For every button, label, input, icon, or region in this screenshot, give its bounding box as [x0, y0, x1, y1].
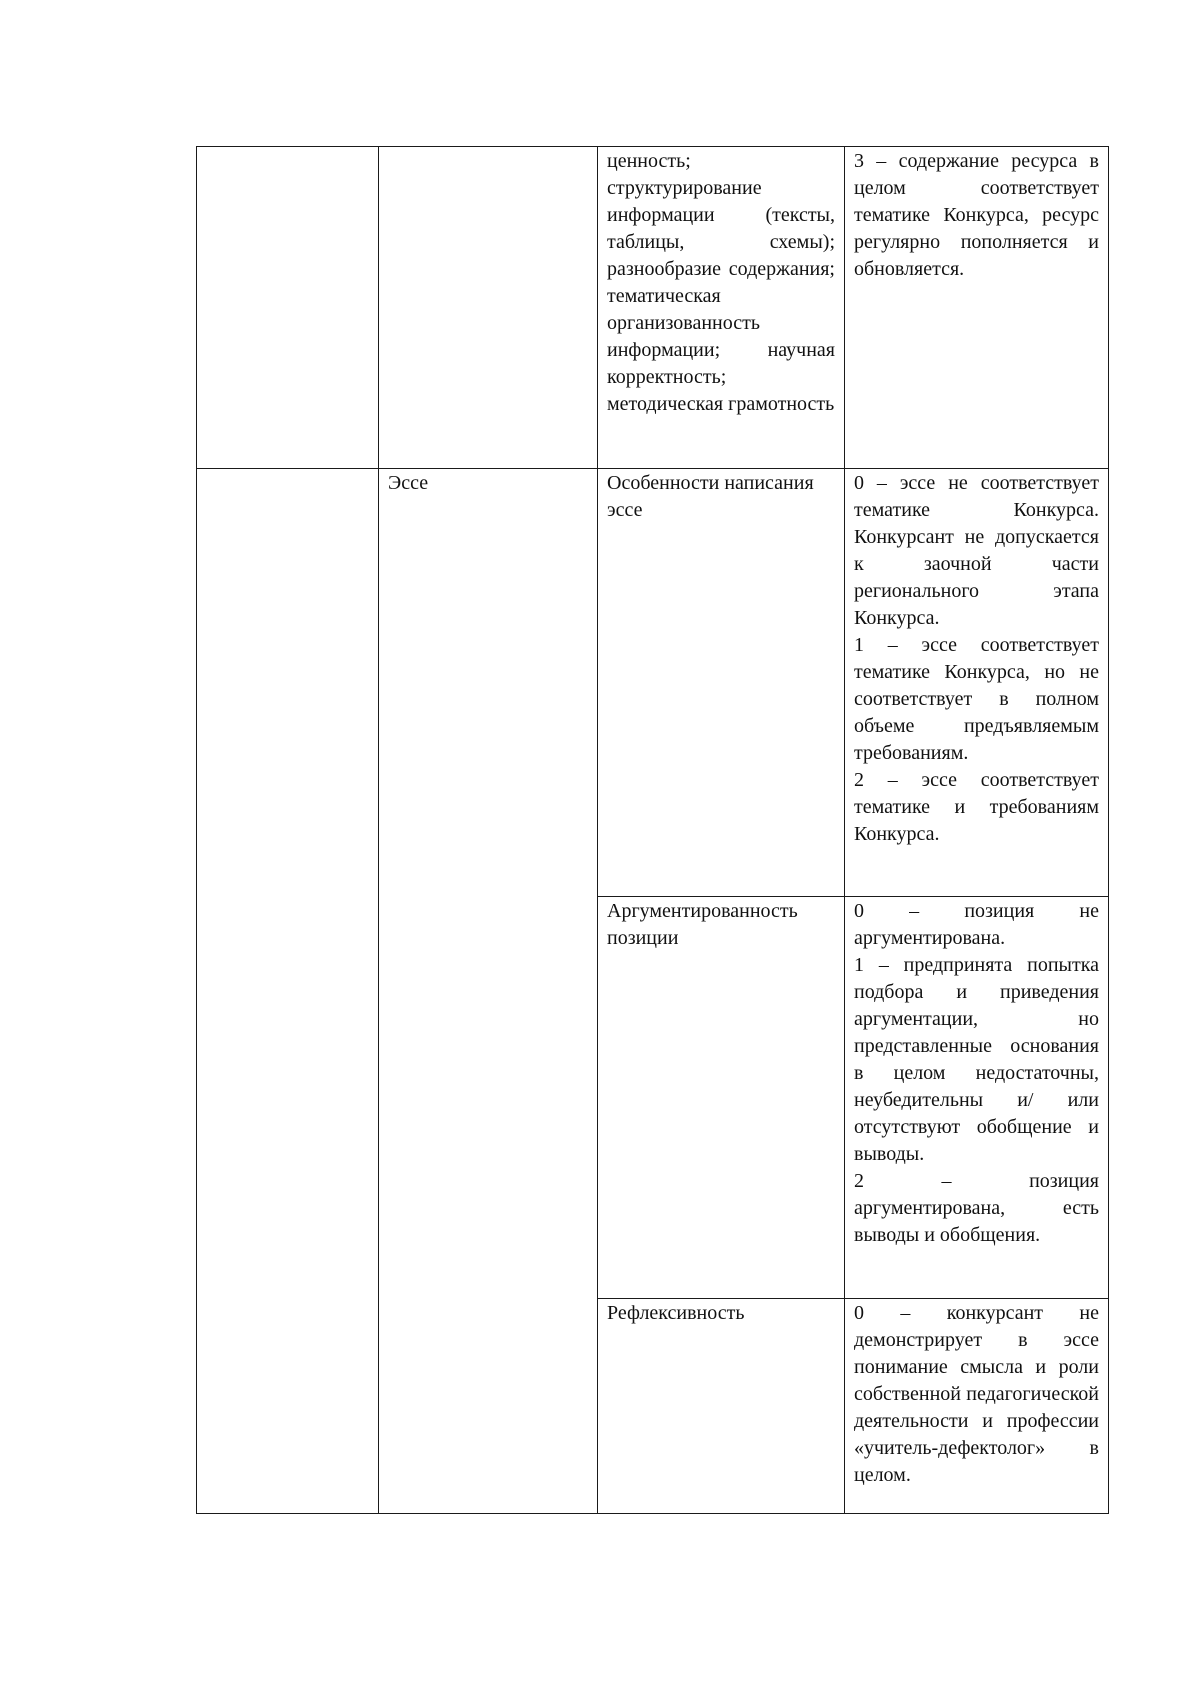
- score-level: 0 – позиция не аргументирована.: [854, 900, 1099, 949]
- score-level: 2 – эссе соответствует тематике и требованиям Конкурса.: [854, 769, 1099, 845]
- score-level: 0 – эссе не соответствует тематике Конкурса. Конкурсант не допускается к заочной части регионального этапа Конкурса.: [854, 472, 1099, 629]
- table-cell-blank: [197, 469, 379, 1514]
- competition-task-cell: Эссе: [379, 469, 598, 1514]
- score-level: 2 – позиция аргументирована, есть выводы и обобщения.: [854, 1170, 1099, 1246]
- table-cell-blank: [379, 147, 598, 469]
- criterion-name-cell: Особенности написания эссе: [598, 469, 845, 897]
- score-description-cell: 3 – содержание ресурса в целом соответствует тематике Конкурса, ресурс регулярно пополняется и обновляется.: [845, 147, 1109, 469]
- score-level: 1 – предпринята попытка подбора и приведения аргументации, но представленные основания в целом недостаточны, неубедительны и/ или отсутствуют обобщение и выводы.: [854, 954, 1099, 1165]
- score-description-cell: [845, 1299, 1109, 1514]
- score-description-cell: [845, 897, 1109, 1299]
- table-cell-blank: [197, 147, 379, 469]
- score-level: 0 – конкурсант не демонстрирует в эссе понимание смысла и роли собственной педагогической деятельности и профессии «учитель-дефектолог» в целом.: [854, 1302, 1099, 1486]
- criterion-name-cell: Аргументированность позиции: [598, 897, 845, 1299]
- criteria-table: [196, 146, 1109, 1514]
- table-row: [197, 147, 1109, 469]
- score-level: 1 – эссе соответствует тематике Конкурса, но не соответствует в полном объеме предъявляемым требованиям.: [854, 634, 1099, 764]
- criterion-indicators-cell: ценность; структурирование информации (тексты, таблицы, схемы); разнообразие содержания; тематическая организованность информации; научная корректность; методическая грамотность: [598, 147, 845, 469]
- criterion-name-cell: Рефлексивность: [598, 1299, 845, 1514]
- score-description-cell: [845, 469, 1109, 897]
- table-row: [197, 469, 1109, 897]
